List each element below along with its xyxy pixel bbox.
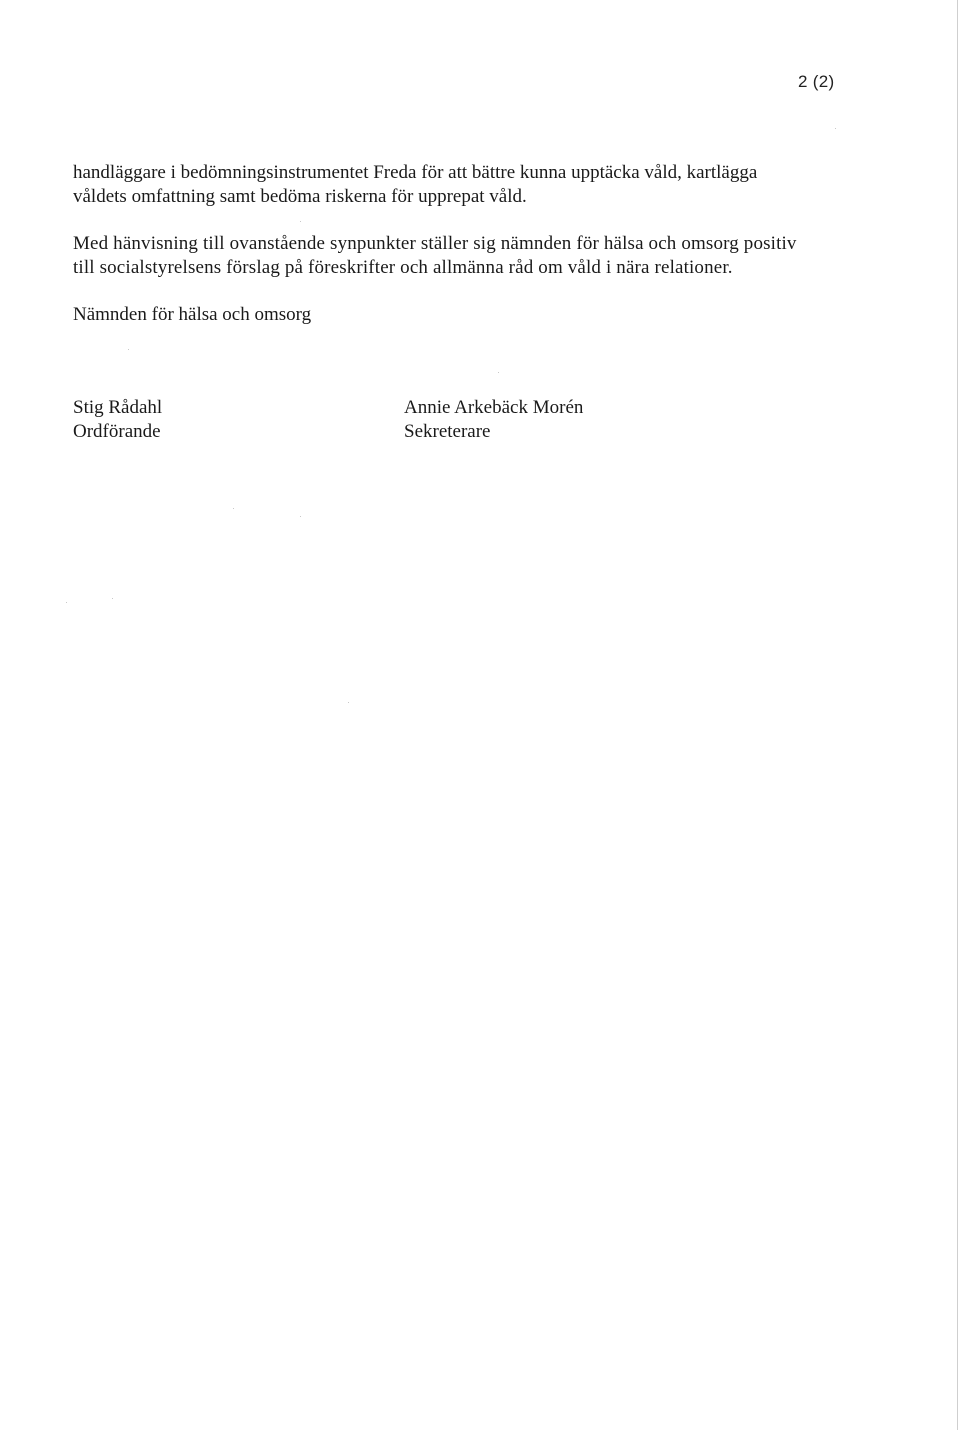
signature-block-secretary <box>404 396 583 444</box>
scan-speck <box>112 598 113 599</box>
signatory-title: Sekreterare <box>404 421 491 442</box>
scan-speck <box>66 602 67 603</box>
page-edge-line <box>957 0 958 1430</box>
committee-name: Nämnden för hälsa och omsorg <box>73 304 312 325</box>
paragraph-position-statement <box>73 232 797 280</box>
scan-speck <box>348 702 349 703</box>
page-number: 2 (2) <box>798 72 835 91</box>
scan-speck <box>498 372 499 373</box>
scan-speck <box>233 508 234 509</box>
paragraph-line: Med hänvisning till ovanstående synpunkter ställer sig nämnden för hälsa och omsorg positiv <box>73 233 797 254</box>
signatory-name: Annie Arkebäck Morén <box>404 397 584 418</box>
signatory-title: Ordförande <box>73 421 161 442</box>
scan-speck <box>835 128 836 129</box>
paragraph-freda <box>73 161 757 209</box>
scan-speck <box>300 221 301 222</box>
paragraph-line: våldets omfattning samt bedöma riskerna för upprepat våld. <box>73 186 527 207</box>
paragraph-line: till socialstyrelsens förslag på föreskrifter och allmänna råd om våld i nära relationer. <box>73 257 733 278</box>
scan-speck <box>128 349 129 350</box>
signatory-name: Stig Rådahl <box>73 397 163 418</box>
paragraph-line: handläggare i bedömningsinstrumentet Freda för att bättre kunna upptäcka våld, kartlägga <box>73 162 758 183</box>
scan-speck <box>300 516 301 517</box>
signature-block-chair <box>73 396 162 444</box>
